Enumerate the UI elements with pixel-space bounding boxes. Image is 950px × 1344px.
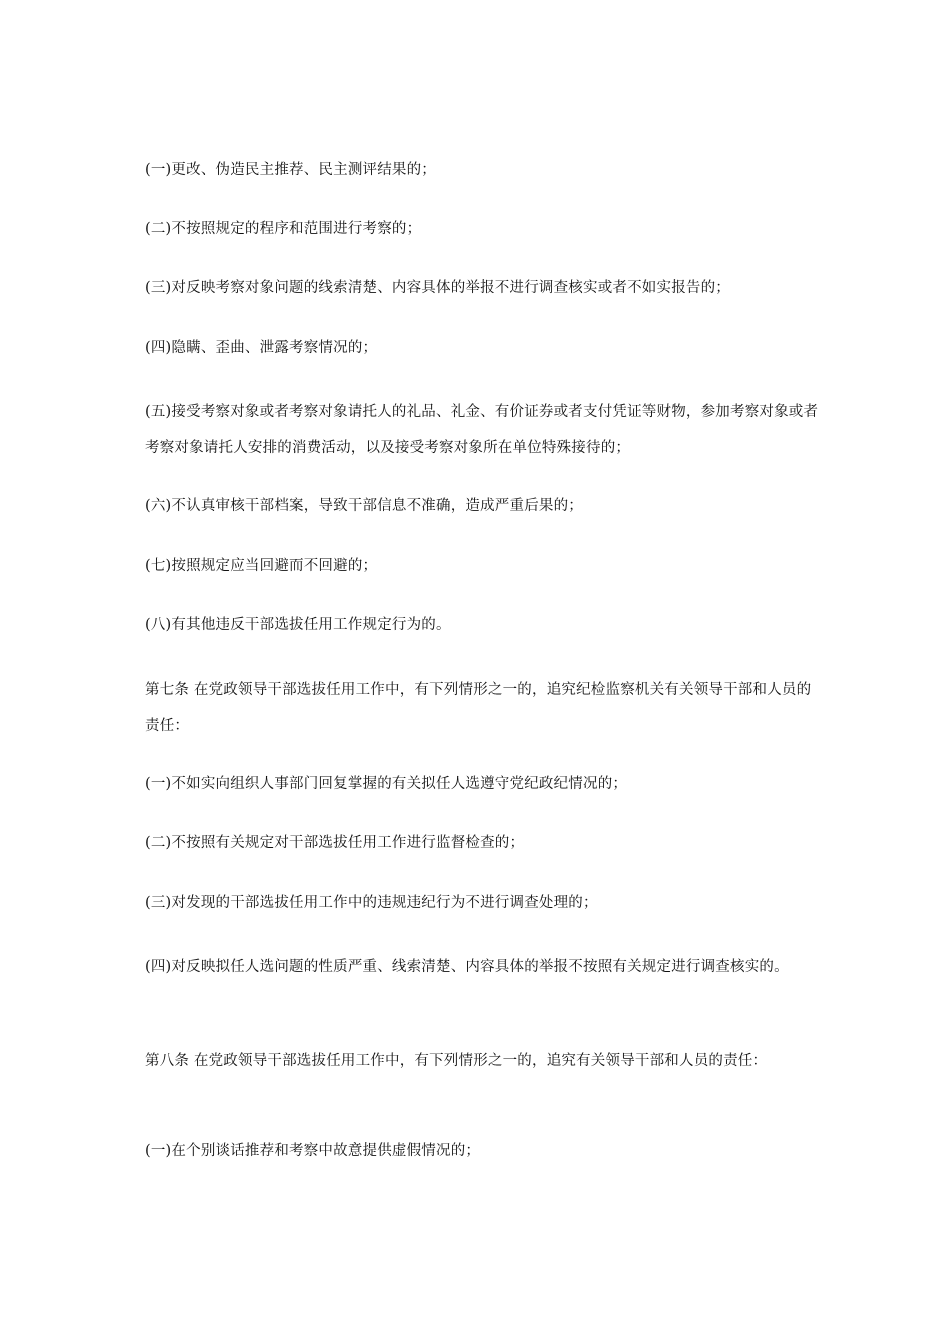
paragraph-12: (三)对发现的干部选拔任用工作中的违规违纪行为不进行调查处理的； [145, 895, 598, 911]
paragraph-1: (一)更改、伪造民主推荐、民主测评结果的； [145, 162, 437, 178]
paragraph-3: (三)对反映考察对象问题的线索清楚、内容具体的举报不进行调查核实或者不如实报告的； [145, 280, 731, 296]
article-7-heading: 第七条 在党政领导干部选拔任用工作中，有下列情形之一的，追究纪检监察机关有关领导干部和人员的责任： [145, 682, 812, 734]
paragraph-7: (七)按照规定应当回避而不回避的； [145, 558, 378, 574]
paragraph-8: (八)有其他违反干部选拔任用工作规定行为的。 [145, 617, 451, 633]
article-8-heading: 第八条 在党政领导干部选拔任用工作中，有下列情形之一的，追究有关领导干部和人员的责任： [145, 1053, 768, 1069]
paragraph-5: (五)接受考察对象或者考察对象请托人的礼品、礼金、有价证券或者支付凭证等财物，参加考察对象或者考察对象请托人安排的消费活动，以及接受考察对象所在单位特殊接待的； [145, 404, 819, 456]
paragraph-13: (四)对反映拟任人选问题的性质严重、线索清楚、内容具体的举报不按照有关规定进行调查核实的。 [145, 959, 789, 975]
paragraph-2: (二)不按照规定的程序和范围进行考察的； [145, 221, 422, 237]
paragraph-4: (四)隐瞒、歪曲、泄露考察情况的； [145, 340, 378, 356]
paragraph-6: (六)不认真审核干部档案，导致干部信息不准确，造成严重后果的； [145, 498, 584, 514]
paragraph-15: (一)在个别谈话推荐和考察中故意提供虚假情况的； [145, 1143, 481, 1159]
paragraph-10: (一)不如实向组织人事部门回复掌握的有关拟任人选遵守党纪政纪情况的； [145, 776, 628, 792]
paragraph-11: (二)不按照有关规定对干部选拔任用工作进行监督检查的； [145, 835, 525, 851]
